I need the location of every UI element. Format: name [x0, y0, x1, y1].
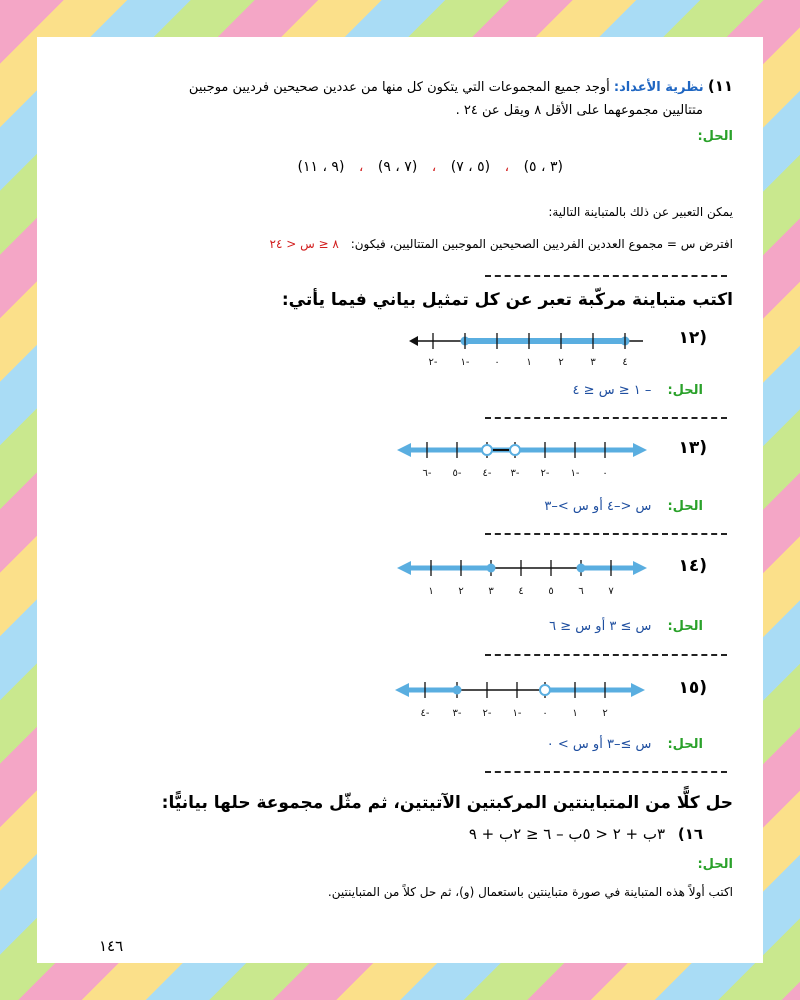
tick-label: ٢ — [458, 586, 464, 597]
section-heading: اكتب متباينة مركّبة تعبر عن كل تمثيل بياني فيما يأتي: — [281, 290, 733, 310]
q11-text-line2: متتاليين مجموعهما على الأقل ٨ ويقل عن ٢٤ . — [455, 103, 703, 118]
divider — [485, 275, 727, 277]
separator: ، — [431, 159, 437, 175]
tick-label: ٤ — [518, 586, 524, 597]
q11-line4 — [270, 237, 734, 251]
q13-number: (١٣ — [678, 438, 707, 458]
tick-label: ٥ — [548, 586, 554, 597]
tick-label: ١- — [460, 357, 470, 368]
tick-label: ٣ — [488, 586, 494, 597]
divider — [485, 654, 727, 656]
q16-solution-label: الحل: — [697, 857, 733, 872]
page-number: ١٤٦ — [99, 937, 124, 955]
q16-line — [469, 825, 703, 843]
tick-label: ٥- — [452, 468, 462, 479]
tick-label: ٤ — [622, 357, 628, 368]
tick-label: ٦- — [422, 468, 432, 479]
tick-label: ٤- — [482, 468, 492, 479]
divider — [485, 771, 727, 773]
q14-number-line — [397, 555, 647, 601]
divider — [485, 417, 727, 419]
q15-answer: س ≥–٣ أو س > ٠ — [546, 737, 652, 752]
q14-number: (١٤ — [678, 556, 707, 576]
tick-label: ١ — [572, 708, 578, 719]
tick-label: ٠ — [494, 357, 500, 368]
q15-solution-label: الحل: — [667, 737, 703, 752]
q15-number-line — [395, 677, 645, 723]
tick-label: ٧ — [608, 586, 614, 597]
q12-solution-label: الحل: — [667, 383, 703, 398]
q12-solution — [573, 383, 703, 398]
page — [37, 37, 763, 963]
q12-number-line — [407, 327, 647, 373]
q13-solution-label: الحل: — [667, 499, 703, 514]
q14-solution — [549, 619, 703, 634]
tick-label: ٣ — [590, 357, 596, 368]
set-4: (٩ ، ١١) — [297, 159, 345, 175]
tick-label: ٣- — [510, 468, 520, 479]
set-2: (٥ ، ٧) — [450, 159, 491, 175]
q16-number: ١٦) — [677, 825, 703, 843]
q11-inequality: ٨ ≤ س < ٢٤ — [269, 237, 339, 251]
tick-label: ٠ — [602, 468, 608, 479]
q11-line1 — [189, 77, 733, 95]
q14-answer: س ≥ ٣ أو س ≤ ٦ — [549, 619, 652, 634]
q13-solution — [544, 499, 703, 514]
q11-solution-label: الحل: — [697, 129, 733, 144]
q16-expression: ٣ب + ٢ < ٥ب – ٦ ≤ ٢ب + ٩ — [468, 825, 666, 843]
q11-text-line1: أوجد جميع المجموعات التي يتكون كل منها من عددين صحيحين فرديين موجبين — [188, 80, 610, 95]
q11-line4-text: افترض س = مجموع العددين الفرديين الصحيحين الموجبين المتتاليين، فيكون: — [350, 237, 733, 251]
tick-label: ٠ — [542, 708, 548, 719]
tick-label: ١- — [570, 468, 580, 479]
q11-sets — [297, 159, 563, 175]
tick-label: ٦ — [578, 586, 584, 597]
tick-label: ٤- — [420, 708, 430, 719]
set-1: (٣ ، ٥) — [523, 159, 563, 175]
tick-label: ٢- — [540, 468, 550, 479]
tick-label: ١- — [512, 708, 522, 719]
separator: ، — [504, 159, 510, 175]
set-3: (٧ ، ٩) — [377, 159, 418, 175]
tick-label: ١ — [428, 586, 434, 597]
q14-solution-label: الحل: — [667, 619, 703, 634]
q11-title: نظرية الأعداد: — [613, 80, 704, 95]
tick-label: ٢- — [428, 357, 438, 368]
separator: ، — [358, 159, 364, 175]
q13-answer: س <–٤ أو س >–٣ — [544, 499, 652, 514]
q12-number: (١٢ — [678, 328, 707, 348]
q15-solution — [547, 737, 703, 752]
tick-label: ٢ — [558, 357, 564, 368]
q15-number: (١٥ — [678, 678, 707, 698]
q13-number-line — [397, 437, 647, 483]
divider — [485, 533, 727, 535]
q11-number: ١١) — [707, 77, 733, 95]
q16-instruction: اكتب أولاً هذه المتباينة في صورة متباينتين باستعمال (و)، ثم حل كلاً من المتباينتين. — [327, 885, 733, 899]
tick-label: ٣- — [452, 708, 462, 719]
tick-label: ٢ — [602, 708, 608, 719]
q12-answer: – ١ ≤ س ≤ ٤ — [572, 383, 652, 398]
section2-heading: حل كلًّا من المتباينتين المركبتين الآتيتين، ثم مثّل مجموعة حلها بيانيًّا: — [161, 793, 733, 813]
tick-label: ٢- — [482, 708, 492, 719]
q11-line3: يمكن التعبير عن ذلك بالمتباينة التالية: — [548, 205, 733, 219]
tick-label: ١ — [526, 357, 532, 368]
